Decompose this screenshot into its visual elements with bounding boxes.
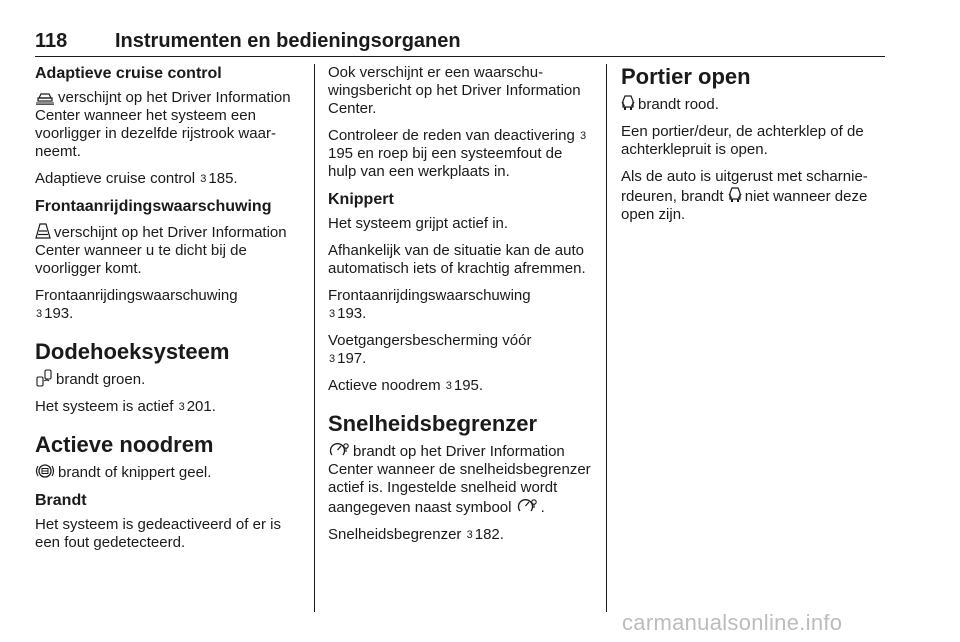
page-link[interactable]: 201. (186, 398, 216, 415)
deactivation-text: Controleer de reden van deactivering 3195 en roep bij een systeemfout de hulp van een werkplaats in. (328, 127, 587, 180)
warning-message-text: Ook verschijnt er een waarschuwingsbericht op het Driver Information Center. (328, 64, 581, 117)
emergency-brake-reference: Actieve noodrem 3 195. (328, 377, 484, 394)
blind-spot-heading: Dodehoeksysteem (35, 339, 230, 364)
page-number: 118 (35, 30, 68, 52)
acc-paragraph: verschijnt op het Driver Information Center wanneer het systeem een voorligger in dezelfde rijstrook waarneemt. (35, 89, 291, 160)
column-3 (621, 64, 889, 233)
blind-spot-paragraph: brandt groen. (35, 369, 303, 389)
page-link[interactable]: 195 (328, 145, 354, 162)
page-ref-arrow-icon: 3 (329, 308, 336, 320)
page-link[interactable]: 193. (337, 305, 367, 322)
page-ref-arrow-icon: 3 (445, 380, 452, 392)
page-ref-arrow-icon: 3 (36, 308, 43, 320)
fcw-heading: Frontaanrijdingswaarschuwing (35, 198, 272, 215)
page-ref-arrow-icon: 3 (580, 130, 587, 142)
blinking-text: Het systeem grijpt actief in. (328, 215, 509, 232)
door-open-icon (621, 94, 635, 112)
watermark: carmanualsonline.info (622, 610, 843, 635)
emergency-brake-lit-heading: Brandt (35, 492, 87, 509)
page-header (35, 31, 885, 51)
column-divider (314, 64, 315, 612)
door-open-paragraph: brandt rood. (621, 94, 889, 114)
page-ref-arrow-icon: 3 (200, 173, 207, 185)
fcw-reference: Frontaanrijdingswaarschuwing 3 193. (35, 287, 238, 322)
door-open-icon (728, 186, 742, 204)
speed-limiter-reference: Snelheidsbegrenzer 3 182. (328, 526, 504, 543)
blind-spot-reference: Het systeem is actief 3 201. (35, 398, 216, 415)
page-link[interactable]: 182. (474, 526, 504, 543)
acc-reference: Adaptieve cruise control 3 185. (35, 170, 238, 187)
page-link[interactable]: 193. (44, 305, 74, 322)
page-link[interactable]: 185. (208, 170, 238, 187)
door-open-heading: Portier open (621, 64, 751, 89)
speed-limiter-heading: Snelheidsbegrenzer (328, 411, 538, 436)
emergency-brake-lit-text: Het systeem is gedeactiveerd of er is een fout gedetecteerd. (35, 516, 281, 551)
page-ref-arrow-icon: 3 (178, 401, 185, 413)
column-2 (328, 64, 593, 553)
page-link[interactable]: 197. (337, 350, 367, 367)
acc-heading: Adaptieve cruise control (35, 65, 222, 82)
fcw-reference: Frontaanrijdingswaarschuwing 3 193. (328, 287, 531, 322)
header-rule (35, 56, 885, 57)
emergency-brake-icon (35, 462, 55, 480)
forward-collision-icon (35, 222, 51, 240)
page-link[interactable]: 195. (453, 377, 484, 394)
door-hinge-text: Als de auto is uitgerust met scharnierdeuren, brandt niet wanneer deze open zijn. (621, 168, 868, 223)
blinking-heading: Knippert (328, 191, 394, 208)
speed-limiter-paragraph: brandt op het Driver Information Center wanneer de snelheidsbegrenzer actief is. Ingestelde snelheid wordt aangegeven naast symbool . (328, 443, 591, 516)
speed-limiter-icon (516, 497, 538, 515)
chapter-title: Instrumenten en bedieningsorganen (115, 30, 461, 52)
page-ref-arrow-icon: 3 (466, 529, 473, 541)
blind-spot-icon (35, 369, 53, 387)
fcw-paragraph: verschijnt op het Driver Information Center wanneer u te dicht bij de voorligger komt. (35, 224, 287, 277)
blinking-detail: Afhankelijk van de situatie kan de auto automatisch iets of krachtig afremmen. (328, 242, 586, 277)
column-divider (606, 64, 607, 612)
page-ref-arrow-icon: 3 (329, 353, 336, 365)
pedestrian-reference: Voetgangersbescherming vóór 3 197. (328, 332, 532, 367)
acc-vehicle-ahead-icon (35, 91, 55, 105)
column-1 (35, 64, 303, 561)
door-open-detail: Een portier/deur, de achterklep of de achterklepruit is open. (621, 123, 864, 158)
emergency-brake-heading: Actieve noodrem (35, 432, 214, 457)
speed-limiter-icon (328, 441, 350, 459)
emergency-brake-paragraph: brandt of knippert geel. (35, 462, 303, 482)
